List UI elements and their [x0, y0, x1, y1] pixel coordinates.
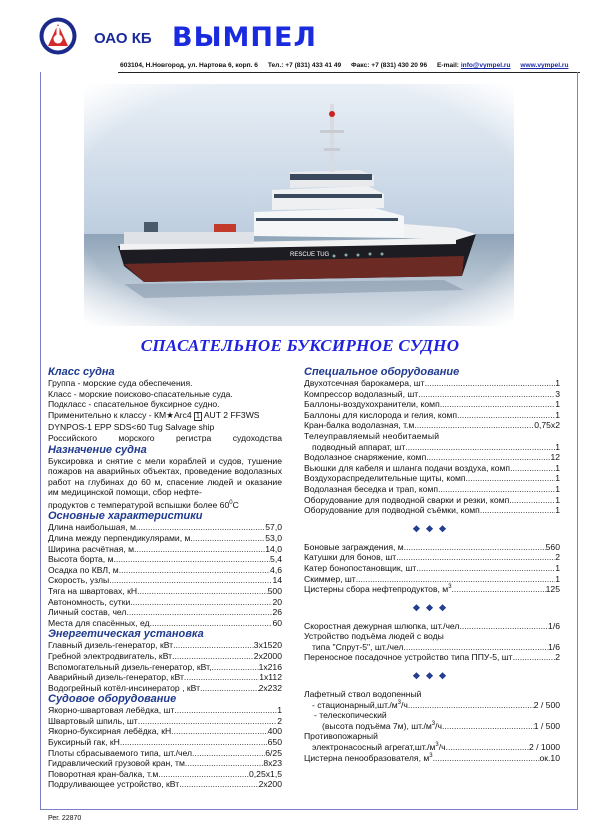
- spec-row: [48, 544, 282, 555]
- spec-value: 2х200: [258, 779, 282, 790]
- section-title-main: Основные характеристики: [48, 510, 203, 523]
- class-register: Российского морского регистра судоходства: [48, 432, 282, 443]
- spec-value: 1: [555, 462, 560, 473]
- class-rules-line: [48, 410, 282, 423]
- spec-value: 1: [555, 494, 560, 505]
- firepump-line: Противопожарный: [304, 731, 378, 742]
- spec-label: Высота борта, м: [48, 554, 114, 565]
- foam-label: Цистерна пенообразователя, м: [304, 752, 430, 763]
- spec-value: 1: [555, 378, 560, 388]
- spec-label: подводный аппарат, шт: [312, 441, 406, 452]
- spec-row: [48, 716, 282, 727]
- unit: /ч: [438, 742, 446, 753]
- spec-label: Длина между перпендикулярами, м: [48, 532, 191, 543]
- class-notation: AUT 2 FF3WS: [203, 409, 260, 420]
- company-brand: ВЫМПЕЛ: [172, 22, 317, 53]
- spec-value: 53,0: [265, 532, 282, 543]
- spec-label: Буксирный гак, кН: [48, 737, 120, 748]
- spec-row: [48, 672, 282, 683]
- section-title-purpose: Назначение судна: [48, 443, 147, 456]
- spec-value: 2: [277, 715, 282, 726]
- spec-value: 12: [550, 452, 560, 463]
- class-line: Подкласс - спасательное буксирное судно.: [48, 399, 220, 410]
- spec-row: [304, 721, 560, 732]
- email-link[interactable]: info@vympel.ru: [460, 62, 511, 69]
- separator-stars: ❖❖❖: [412, 602, 452, 613]
- spec-value: 4,6: [270, 564, 282, 575]
- spec-label: [304, 582, 452, 594]
- spec-label: Вспомогательный дизель-генератор, кВт,: [48, 661, 212, 672]
- spec-row: [304, 621, 560, 632]
- spec-label: Автономность, сутки: [48, 596, 131, 607]
- spec-label: Оборудование для подводной съёмки, комп: [304, 505, 480, 516]
- spec-row: [304, 420, 560, 431]
- superscript: 3: [435, 742, 439, 749]
- class-line: Группа - морские суда обеспечения.: [48, 378, 193, 388]
- spec-label: Водогрейный котёл-инсинератор , кВт: [48, 682, 201, 693]
- spec-label: [304, 751, 433, 763]
- spec-label: Катушки для бонов, шт: [304, 552, 397, 563]
- spec-label: Личный состав, чел: [48, 607, 127, 618]
- spec-value: 2 / 500: [533, 699, 560, 710]
- spec-label: Ширина расчётная, м: [48, 543, 134, 554]
- lift-line: Устройство подъёма людей с воды: [304, 631, 444, 642]
- purpose-last-line: [48, 498, 282, 510]
- website-link[interactable]: www.vympel.ru: [520, 62, 569, 69]
- spec-label: Длина наибольшая, м: [48, 522, 136, 533]
- celsius: С: [232, 499, 239, 510]
- spec-row: [304, 484, 560, 495]
- spec-row: [48, 683, 282, 694]
- class-notation-2: DYNPOS-1 EPP SDS<60 Tug Salvage ship: [48, 422, 215, 433]
- spec-value: 1х112: [259, 672, 282, 683]
- left-column: [48, 366, 282, 790]
- spec-row: [304, 473, 560, 484]
- class-rules-text: Применительно к классу - КМ: [48, 409, 167, 420]
- spec-value: 2х232: [258, 682, 282, 693]
- section-title-class: Класс судна: [48, 366, 115, 378]
- separator-stars: ❖❖❖: [412, 523, 452, 534]
- superscript: 3: [429, 752, 433, 759]
- contact-line: [120, 62, 580, 69]
- superscript: 3: [448, 584, 452, 591]
- spec-value: 2: [555, 652, 560, 663]
- fp-label: электронасосный агрегат,шт./м: [312, 742, 436, 753]
- spec-value: 1: [555, 399, 560, 410]
- monitor-line: Лафетный ствол водопенный: [304, 689, 422, 700]
- spec-row: [304, 584, 560, 595]
- section-title-deck: Судовое оборудование: [48, 693, 177, 706]
- spec-row: [48, 533, 282, 544]
- phone-label: Тел.:: [267, 62, 284, 69]
- spec-row: [48, 565, 282, 576]
- spec-value: 1: [555, 473, 560, 484]
- spec-row: [304, 563, 560, 574]
- class-star-icon: ★: [166, 409, 174, 420]
- spec-label: Водолазное снаряжение, комп: [304, 452, 427, 463]
- spec-value: 5,4: [270, 554, 282, 565]
- ff-tel-label: (высота подъёма 7м), шт./м: [322, 720, 432, 731]
- spec-row: [48, 522, 282, 533]
- spec-value: 2х2000: [253, 650, 282, 661]
- spec-label: Оборудование для подводной сварки и резки, комп: [304, 494, 510, 505]
- spec-value: 560: [545, 541, 560, 552]
- spec-label: Скорость, узлы: [48, 575, 110, 586]
- spec-label: Плоты сбрасываемого типа, шт./чел: [48, 747, 193, 758]
- spec-label: Водолазная беседка и трап, комп: [304, 483, 439, 494]
- spec-row: [48, 651, 282, 662]
- spec-row: [48, 748, 282, 759]
- spec-label: Главный дизель-генератор, кВт: [48, 640, 174, 651]
- spec-label: типа "Спрут-5", шт./чел: [312, 641, 404, 652]
- spec-label: Баллоны-воздухохранители, комп: [304, 399, 440, 410]
- spec-value: 0,25х1,5: [249, 768, 282, 779]
- ship-photo: [84, 84, 514, 326]
- class-boxed: 1: [196, 412, 200, 420]
- section-title-special: Специальное оборудование: [304, 366, 460, 378]
- spec-label: Вьюшки для кабеля и шланга подачи воздуха, комп: [304, 462, 511, 473]
- spec-label: Кран-балка водолазная, т.м: [304, 420, 415, 431]
- company-logo-icon: [38, 16, 78, 56]
- spec-row: [304, 452, 560, 463]
- spec-value: 57,0: [265, 522, 282, 533]
- degree-mark: 0: [229, 499, 233, 506]
- ff-stat-label: - стационарный,шт./м: [312, 699, 398, 710]
- spec-row: [304, 399, 560, 410]
- spec-row: [304, 463, 560, 474]
- spec-value: 125: [545, 584, 560, 595]
- spec-label: [312, 698, 408, 710]
- spec-label: Подруливающее устройство, кВт: [48, 779, 180, 790]
- unit: /ч: [435, 720, 442, 731]
- spec-label: Поворотная кран-балка, т.м: [48, 768, 159, 779]
- spec-row: [48, 726, 282, 737]
- spec-value: 14,0: [265, 543, 282, 554]
- spec-label: [322, 719, 442, 731]
- tanks-label: Цистерны сбора нефтепродуктов, м: [304, 584, 449, 595]
- purpose-text: Буксировка и снятие с мели кораблей и судов, тушение пожаров на аварийных объектах, проведение водолазных работ на глубинах до 60 м, спасение людей и оказание им медицинской помощи, сбор нефте-: [48, 455, 282, 498]
- email-label: E-mail:: [437, 62, 459, 69]
- spec-label: Гребной электродвигатель, кВт: [48, 650, 173, 661]
- spec-value: 1: [555, 573, 560, 584]
- superscript: 3: [397, 699, 401, 706]
- spec-label: Скиммер, шт: [304, 573, 356, 584]
- spec-row: [304, 378, 560, 389]
- reference-number: Рег. 22870: [48, 815, 82, 822]
- address: 603104, Н.Новгород, ул. Нартова 6, корп. 6: [120, 62, 258, 69]
- section-title-power: Энергетическая установка: [48, 628, 204, 641]
- spec-value: 1/6: [548, 641, 560, 652]
- spec-label: Швартовый шпиль, шт: [48, 715, 138, 726]
- spec-label: Якорно-швартовая лебёдка, шт: [48, 705, 175, 716]
- spec-label: Баллоны для кислорода и гелия, комп: [304, 409, 458, 420]
- spec-row: [48, 586, 282, 597]
- spec-value: 650: [267, 737, 282, 748]
- unit: /ч: [401, 699, 408, 710]
- spec-row: [304, 700, 560, 711]
- spec-label: Воздухораспределительные щиты, комп: [304, 473, 466, 484]
- class-line: Класс - морские поисково-спасательные суда.: [48, 388, 233, 399]
- spec-value: 6/25: [265, 747, 282, 758]
- spec-row: [304, 753, 560, 764]
- spec-row: [48, 737, 282, 748]
- spec-value: 0,75х2: [534, 420, 560, 431]
- fax-label: Факс:: [351, 62, 370, 69]
- spec-value: 1: [555, 483, 560, 494]
- spec-value: ок.10: [539, 752, 560, 763]
- spec-value: 1: [555, 409, 560, 420]
- spec-row: [304, 652, 560, 663]
- spec-row: [48, 705, 282, 716]
- spec-value: 500: [267, 585, 282, 596]
- spec-value: 1/6: [548, 620, 560, 631]
- spec-label: Компрессор водолазный, шт: [304, 388, 419, 399]
- spec-row: [48, 554, 282, 565]
- spec-value: 400: [267, 726, 282, 737]
- spec-label: Якорно-буксирная лебёдка, кН: [48, 726, 172, 737]
- spec-row: [48, 758, 282, 769]
- company-org-type: ОАО КБ: [94, 30, 152, 47]
- spec-label: Боновые заграждения, м: [304, 541, 404, 552]
- spec-row: [48, 597, 282, 608]
- spec-row: [304, 389, 560, 400]
- spec-row: [304, 642, 560, 653]
- spec-value: 14: [272, 575, 282, 586]
- class-ice-text: Arc4: [173, 409, 192, 420]
- spec-label: Скоростная дежурная шлюпка, шт./чел: [304, 620, 460, 631]
- phone: +7 (831) 433 41 49: [285, 62, 342, 69]
- spec-row: [304, 410, 560, 421]
- spec-value: 1: [555, 441, 560, 452]
- spec-value: 1: [555, 505, 560, 516]
- spec-row: [304, 495, 560, 506]
- spec-row: [48, 779, 282, 790]
- superscript: 3: [431, 720, 436, 727]
- fax: +7 (831) 430 20 96: [371, 62, 428, 69]
- spec-value: 2: [555, 552, 560, 563]
- spec-row: [48, 607, 282, 618]
- spec-row: [48, 575, 282, 586]
- spec-row: [304, 505, 560, 516]
- spec-value: 20: [272, 596, 282, 607]
- monitor-tel-line: - телескопический: [314, 710, 387, 721]
- spec-value: 8х23: [263, 758, 282, 769]
- spec-label: Места для спасённых, ед: [48, 617, 150, 628]
- spec-row: [304, 442, 560, 453]
- separator-stars: ❖❖❖: [412, 671, 452, 682]
- spec-value: 1: [277, 705, 282, 716]
- spec-row: [48, 662, 282, 673]
- rov-line: Телеуправляемый необитаемый: [304, 430, 440, 441]
- spec-value: 1х216: [258, 661, 282, 672]
- page-title: СПАСАТЕЛЬНОЕ БУКСИРНОЕ СУДНО: [140, 336, 460, 355]
- spec-label: Осадка по КВЛ, м: [48, 564, 119, 575]
- spec-label: Аварийный дизель-генератор, кВт: [48, 672, 184, 683]
- spec-value: 26: [272, 607, 282, 618]
- spec-value: 3: [555, 388, 560, 399]
- spec-label: Двухотсечная барокамера, шт: [304, 378, 425, 388]
- purpose-last-text: продуктов с температурой вспышки более 60: [48, 499, 230, 510]
- spec-row: [304, 542, 560, 553]
- spec-row: [48, 640, 282, 651]
- spec-label: Тяга на швартовах, кН: [48, 585, 138, 596]
- spec-label: Гидравлический грузовой кран, тм: [48, 758, 185, 769]
- spec-label: Переносное посадочное устройство типа ППУ-5, шт: [304, 652, 513, 663]
- spec-row: [304, 552, 560, 563]
- spec-value: 60: [272, 617, 282, 628]
- right-column: [304, 366, 560, 763]
- spec-value: 1 / 500: [533, 720, 560, 731]
- spec-label: Катер бонопостановщик, шт: [304, 562, 417, 573]
- spec-value: 3х1520: [253, 640, 282, 651]
- spec-value: 1: [555, 562, 560, 573]
- spec-value: 2 / 1000: [528, 742, 560, 753]
- spec-row: [48, 769, 282, 780]
- spec-row: [48, 618, 282, 629]
